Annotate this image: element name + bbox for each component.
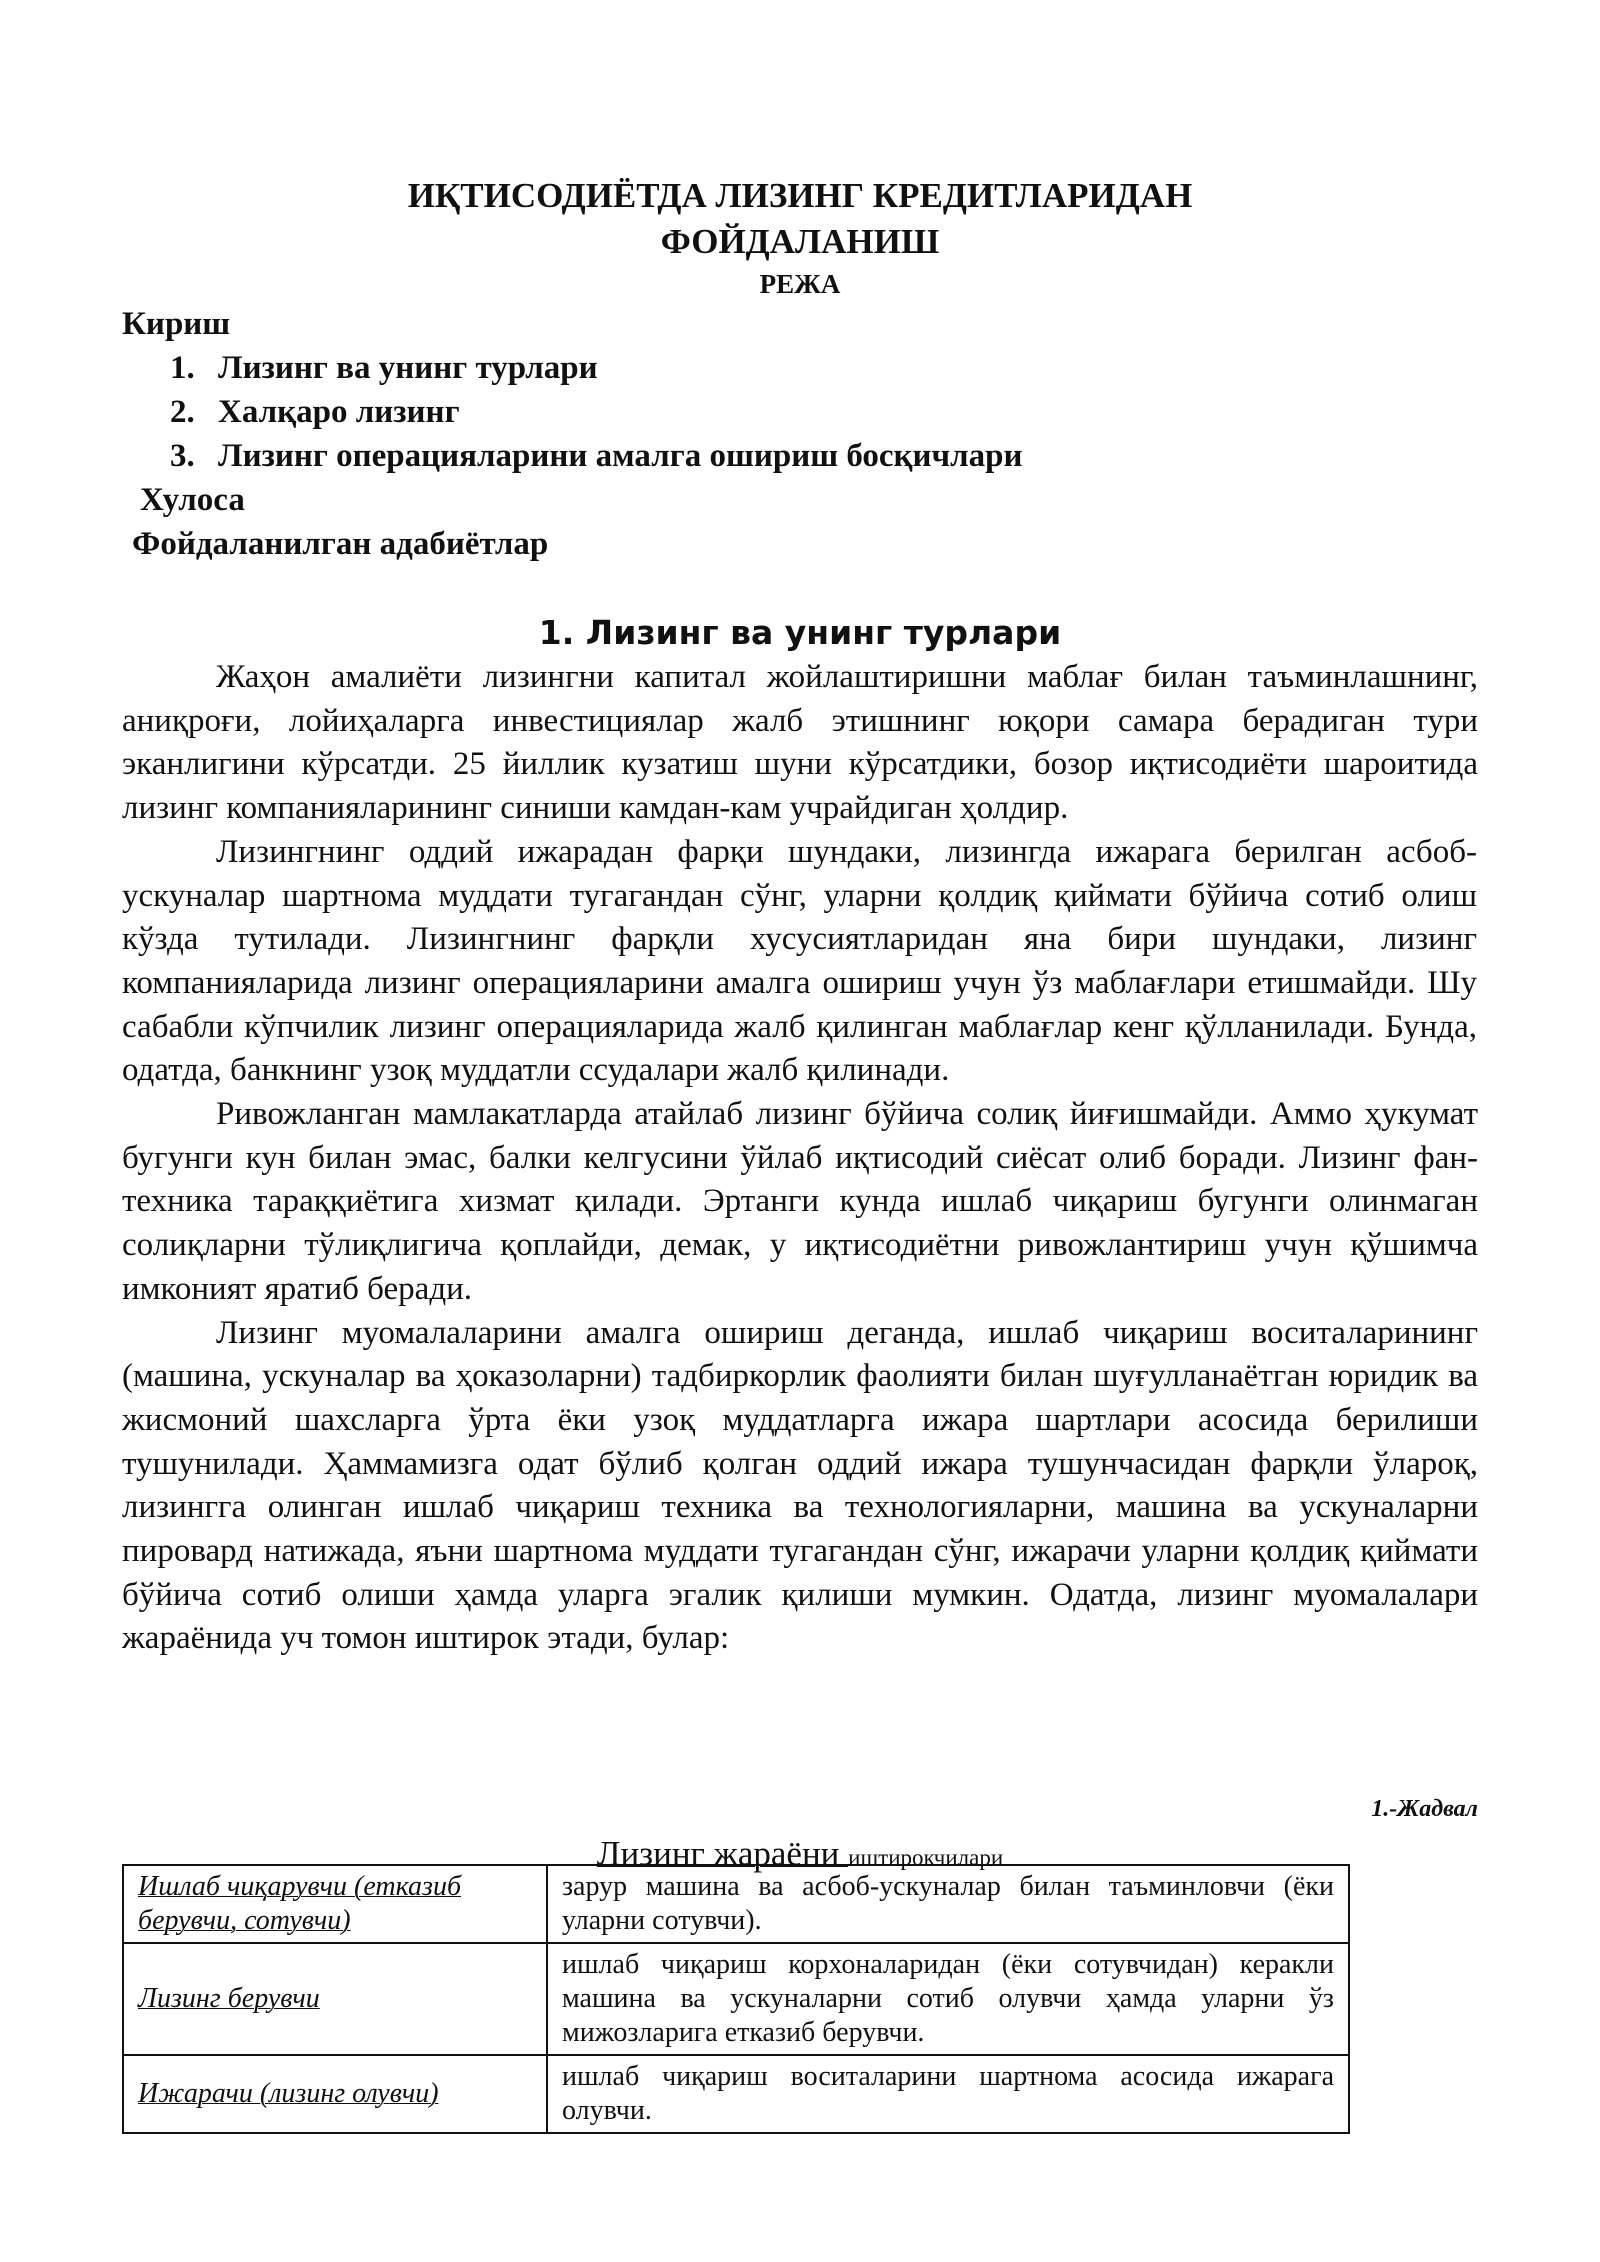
paragraph: Лизинг муомалаларини амалга ошириш деганда, ишлаб чиқариш воситаларининг (машина, ускуналар ва ҳоказоларни) тадбиркорлик фаолияти билан шуғулланаётган юридик ва жисмоний шахсларга ўрта ёки узоқ муддатларга ижара шартлари асосида берилиши тушунилади. Ҳаммамизга одат бўлиб қолган оддий ижара тушунчасидан фарқли ўлароқ, лизингга олинган ишлаб чиқариш техника ва технологияларни, машина ва ускуналарни пировард натижада, яъни шартнома муддати тугагандан сўнг, ижарачи уларни қолдиқ қиймати бўйича сотиб олиши ҳамда уларга эгалик қилиши мумкин. Одатда, лизинг муомалалари жараёнида уч томон иштирок этади, булар: — [122, 1314, 1478, 1657]
plan-intro: Кириш — [122, 306, 231, 342]
plan-references: Фойдаланилган адабиётлар — [132, 526, 549, 562]
plan-item-number: 3. — [170, 438, 195, 474]
plan-item-label: Лизинг ва унинг турлари — [218, 350, 598, 386]
plan-item-label: Лизинг операцияларини амалга ошириш босқичлари — [218, 438, 1023, 474]
plan-conclusion: Хулоса — [140, 482, 245, 518]
table-title-sub: иштирокчилари — [848, 1845, 1004, 1870]
table-row — [123, 2055, 1349, 2133]
table-row — [123, 1943, 1349, 2055]
description-cell: ишлаб чиқариш воситаларини шартнома асосида ижарага олувчи. — [547, 2055, 1349, 2133]
plan-item-label: Халқаро лизинг — [218, 394, 460, 430]
table-row — [123, 1865, 1349, 1943]
document-title-line-2: ФОЙДАЛАНИШ — [660, 222, 940, 261]
section-heading: 1. Лизинг ва унинг турлари — [538, 613, 1062, 652]
paragraph: Лизингнинг оддий ижарадан фарқи шундаки, лизингда ижарага берилган асбоб-ускуналар шартнома муддати тугагандан сўнг, уларни қолдиқ қиймати бўйича сотиб олиш кўзда тутилади. Лизингнинг фарқли хусусиятларидан яна бири шундаки, лизинг компанияларида лизинг операцияларини амалга ошириш учун ўз маблағлари етишмайди. Шу сабабли кўпчилик лизинг операцияларида жалб қилинган маблағлар кенг қўлланилади. Бунда, одатда, банкнинг узоқ муддатли ссудалари жалб қилинади. — [122, 833, 1477, 1089]
table-title-main: Лизинг жараёни — [596, 1834, 849, 1873]
role-cell: Лизинг берувчи — [123, 1943, 547, 2055]
description-cell: ишлаб чиқариш корхоналаридан (ёки сотувчидан) керакли машина ва ускуналарни сотиб олувчи ҳамда уларни ўз мижозларига етказиб берувчи. — [547, 1943, 1349, 2055]
plan-item — [170, 348, 598, 388]
document-title-line-1: ИҚТИСОДИЁТДА ЛИЗИНГ КРЕДИТЛАРИДАН — [407, 176, 1193, 215]
description-cell: зарур машина ва асбоб-ускуналар билан таъминловчи (ёки уларни сотувчи). — [547, 1865, 1349, 1943]
table-caption: 1.-Жадвал — [1371, 1796, 1478, 1822]
plan-item-number: 2. — [170, 394, 195, 430]
plan-item — [170, 436, 1023, 476]
paragraph: Ривожланган мамлакатларда атайлаб лизинг бўйича солиқ йиғишмайди. Аммо ҳукумат бугунги кун билан эмас, балки келгусини ўйлаб иқтисодий сиёсат олиб боради. Лизинг фан-техника тараққиётига хизмат қилади. Эртанги кунда ишлаб чиқариш бугунги олинмаган солиқларни тўлиқлигича қоплайди, демак, у иқтисодиётни ривожлантириш учун қўшимча имконият яратиб беради. — [122, 1096, 1478, 1307]
role-cell: Ишлаб чиқарувчи (етказиб берувчи, сотувчи) — [123, 1865, 547, 1943]
paragraph: Жаҳон амалиёти лизингни капитал жойлаштиришни маблағ билан таъминлашнинг, аниқроғи, лойиҳаларга инвестициялар жалб этишнинг юқори самара берадиган тури эканлигини кўрсатди. 25 йиллик кузатиш шуни кўрсатдики, бозор иқтисодиёти шароитида лизинг компанияларининг синиши камдан-кам учрайдиган ҳолдир. — [122, 659, 1478, 827]
plan-heading: РЕЖА — [759, 269, 841, 299]
plan-item-number: 1. — [170, 350, 195, 386]
role-cell: Ижарачи (лизинг олувчи) — [123, 2055, 547, 2133]
section-body — [122, 656, 1478, 1661]
plan-item — [170, 392, 460, 432]
participants-table — [122, 1864, 1350, 2134]
